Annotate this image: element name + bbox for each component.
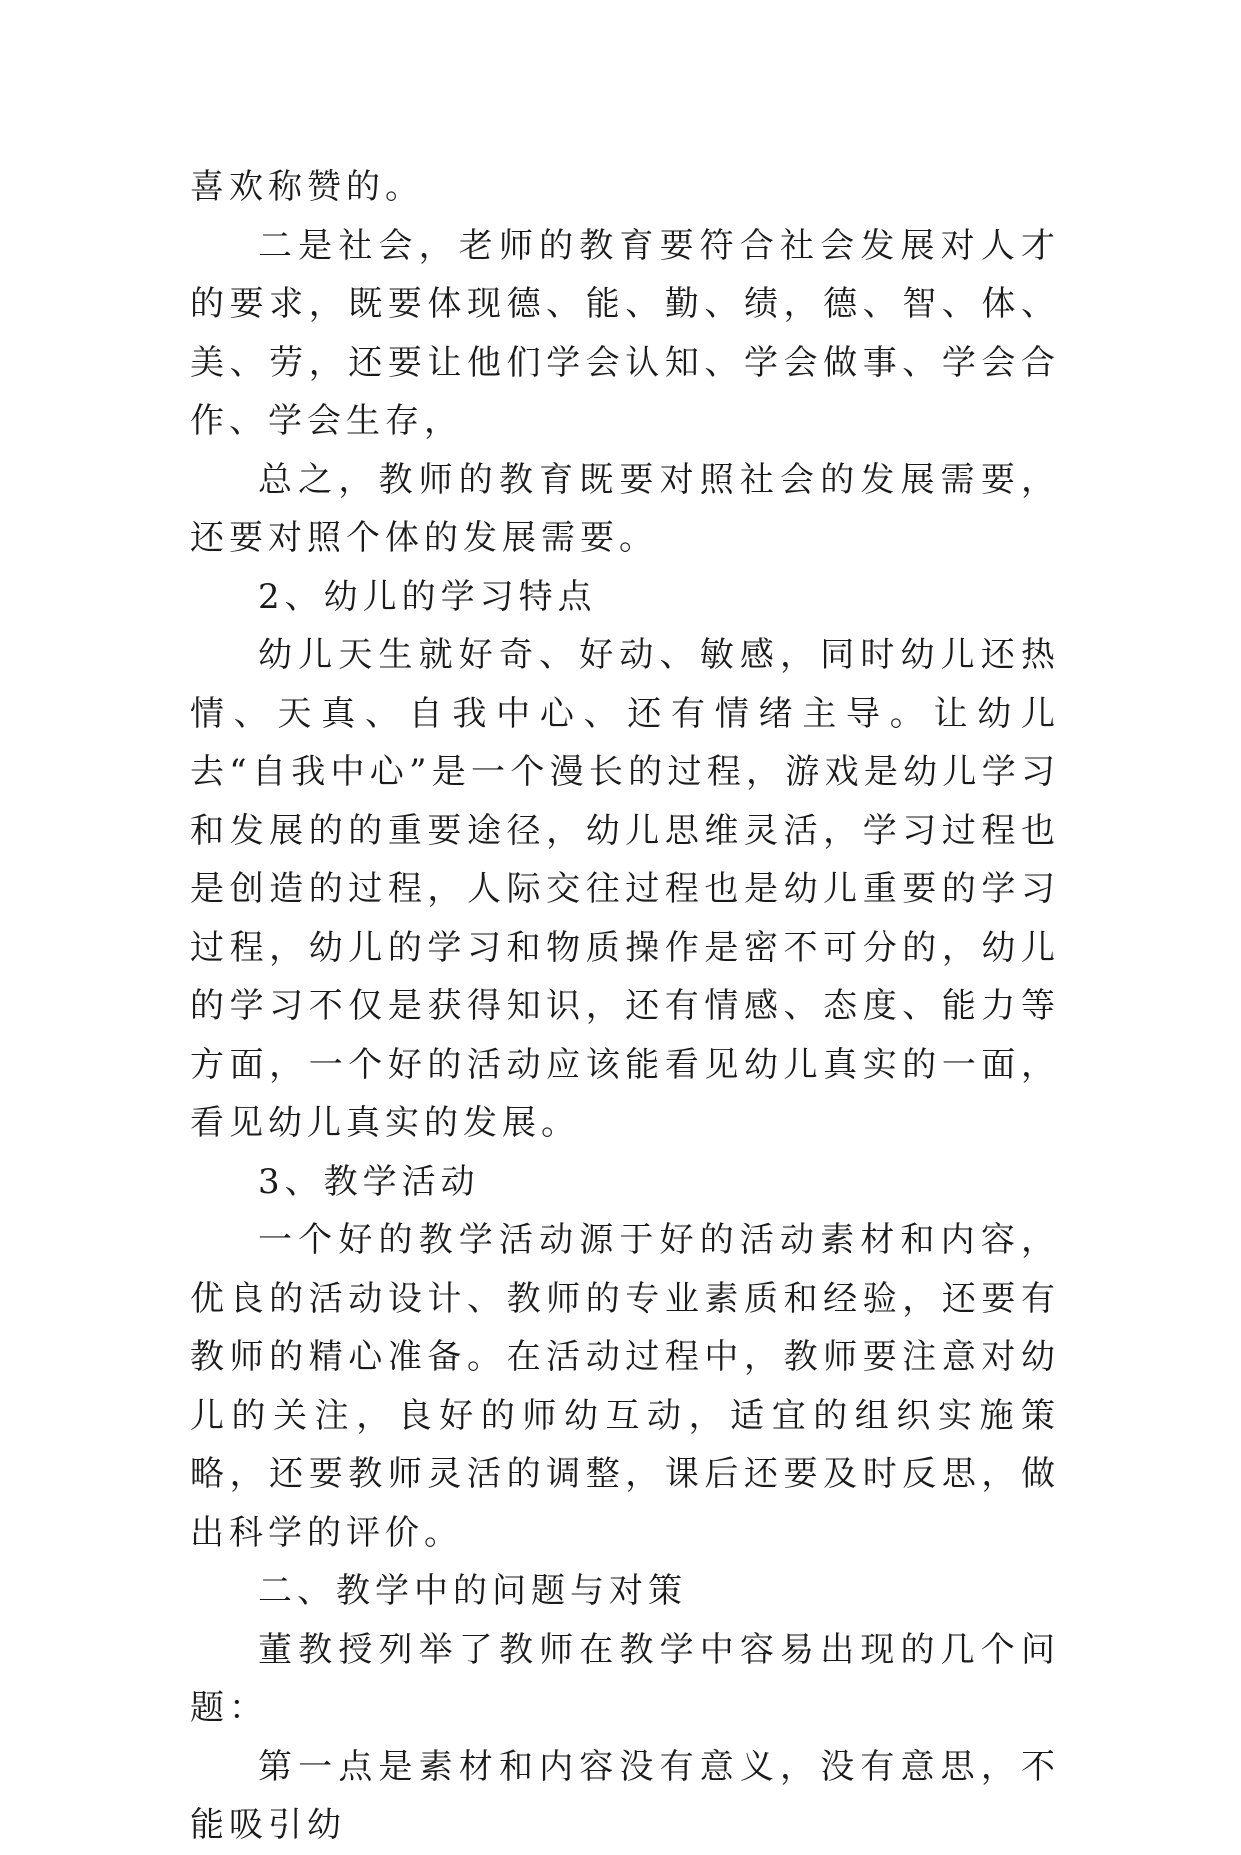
section-heading-teaching-activity: 3、教学活动 bbox=[258, 1161, 480, 1202]
paragraph-learning-traits: 幼儿天生就好奇、好动、敏感，同时幼儿还热情、天真、自我中心、还有情绪主导。让幼儿去“自我中心”是一个漫长的过程，游戏是幼儿学习和发展的的重要途径，幼儿思维灵活，学习过程也是创造的过程，人际交往过程也是幼儿重要的学习过程，幼儿的学习和物质操作是密不可分的，幼儿的学习不仅是获得知识，还有情感、态度、能力等方面，一个好的活动应该能看见幼儿真实的一面，看见幼儿真实的发展。 bbox=[190, 635, 1060, 1143]
paragraph-problems-intro: 董教授列举了教师在教学中容易出现的几个问题： bbox=[190, 1629, 1060, 1728]
paragraph-continuation: 喜欢称赞的。 bbox=[190, 167, 424, 207]
paragraph-summary: 总之，教师的教育既要对照社会的发展需要，还要对照个体的发展需要。 bbox=[190, 459, 1060, 558]
section-heading-problems: 二、教学中的问题与对策 bbox=[258, 1571, 687, 1611]
section-heading-learning-traits: 2、幼儿的学习特点 bbox=[258, 576, 597, 617]
document-body bbox=[190, 158, 1060, 1855]
paragraph-society: 二是社会，老师的教育要符合社会发展对人才的要求，既要体现德、能、勤、绩，德、智、体、美、劳，还要让他们学会认知、学会做事、学会合作、学会生存， bbox=[190, 225, 1060, 441]
paragraph-first-point: 第一点是素材和内容没有意义，没有意思，不能吸引幼 bbox=[190, 1746, 1060, 1845]
paragraph-teaching-activity: 一个好的教学活动源于好的活动素材和内容，优良的活动设计、教师的专业素质和经验，还要有教师的精心准备。在活动过程中，教师要注意对幼儿的关注，良好的师幼互动，适宜的组织实施策略，还要教师灵活的调整，课后还要及时反思，做出科学的评价。 bbox=[190, 1220, 1060, 1553]
